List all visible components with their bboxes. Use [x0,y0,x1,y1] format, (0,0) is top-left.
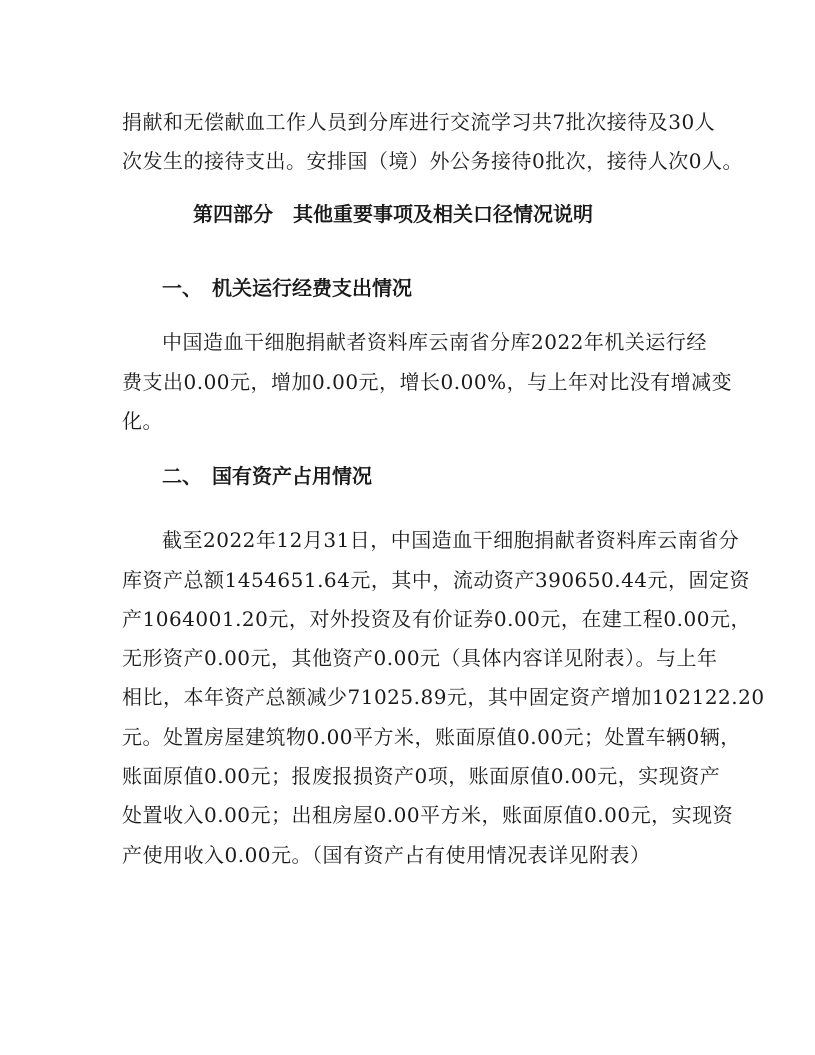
section1-line-2: 费支出0.00元，增加0.00元，增长0.00%，与上年对比没有增减变 [122,370,733,394]
section2-line-1: 截至2022年12月31日，中国造血干细胞捐献者资料库云南省分 [162,528,740,552]
section2-line-5: 相比，本年资产总额减少71025.89元，其中固定资产增加102122.20 [122,685,765,709]
section1-line-1: 中国造血干细胞捐献者资料库云南省分库2022年机关运行经 [162,330,707,354]
section2-line-7: 账面原值0.00元；报废报损资产0项，账面原值0.00元，实现资产 [122,764,721,788]
section2-line-2: 库资产总额1454651.64元，其中，流动资产390650.44元，固定资 [122,568,751,592]
section2-line-3: 产1064001.20元，对外投资及有价证券0.00元，在建工程0.00元， [122,607,751,631]
section2-line-6: 元。处置房屋建筑物0.00平方米，账面原值0.00元；处置车辆0辆， [122,725,741,749]
section2-line-4: 无形资产0.00元，其他资产0.00元（具体内容详见附表）。与上年 [122,646,718,670]
section1-title: 一、 机关运行经费支出情况 [162,276,412,300]
intro-line-1: 捐献和无偿献血工作人员到分库进行交流学习共7批次接待及30人 [122,110,716,134]
part-four-title: 第四部分 其他重要事项及相关口径情况说明 [193,202,593,226]
intro-line-2: 次发生的接待支出。安排国（境）外公务接待0批次，接待人次0人。 [122,149,743,173]
section2-title: 二、 国有资产占用情况 [162,464,372,488]
section2-line-9: 产使用收入0.00元。（国有资产占有使用情况表详见附表） [122,843,651,867]
section1-line-3: 化。 [122,409,163,433]
section2-line-8: 处置收入0.00元；出租房屋0.00平方米，账面原值0.00元，实现资 [122,803,734,827]
